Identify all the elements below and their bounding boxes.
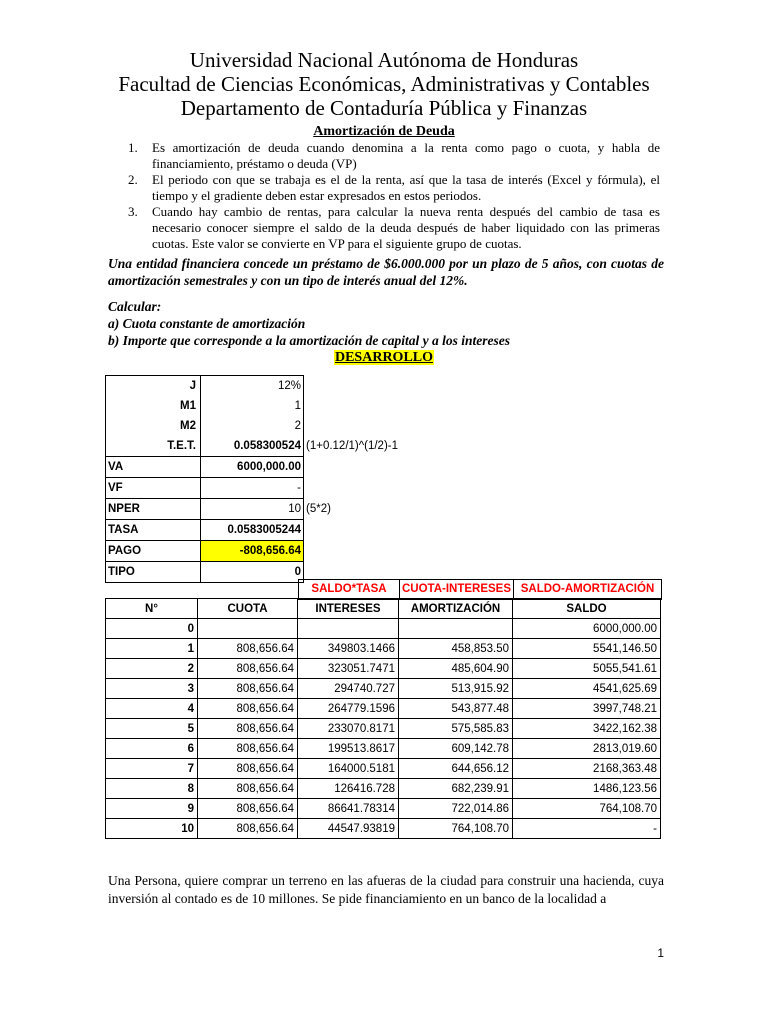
table-cell: 4 <box>106 699 198 719</box>
table-cell: 5055,541.61 <box>513 659 661 679</box>
notes-list <box>108 140 660 252</box>
table-cell: - <box>513 819 661 839</box>
note-item <box>108 204 660 252</box>
param-annotation <box>304 457 401 478</box>
column-header: CUOTA <box>198 599 298 619</box>
table-row <box>106 699 661 719</box>
note-text: Cuando hay cambio de rentas, para calcular la nueva renta después del cambio de tasa es necesario conocer siempre el saldo de la deuda después de haber liquidado con las primeras cuotas. Este valor se convierte en VP para el siguiente grupo de cuotas. <box>152 204 660 251</box>
table-cell: 808,656.64 <box>198 639 298 659</box>
param-value: 2 <box>201 416 304 436</box>
note-number: 2. <box>128 172 138 187</box>
table-cell: 485,604.90 <box>399 659 513 679</box>
param-value: 10 <box>201 499 304 520</box>
param-value: 0 <box>201 562 304 583</box>
calc-section <box>108 298 664 349</box>
formula-label: CUOTA-INTERESES <box>399 579 513 600</box>
param-annotation <box>304 376 401 397</box>
param-row <box>106 376 401 397</box>
table-cell: 808,656.64 <box>198 759 298 779</box>
table-row <box>106 739 661 759</box>
note-text: El periodo con que se trabaja es el de la renta, así que la tasa de interés (Excel y fórmula), el tiempo y el gradiente deben estar expresados en estos periodos. <box>152 172 660 203</box>
param-formula: (1+0.12/1)^(1/2)-1 <box>306 440 399 453</box>
page-number: 1 <box>657 946 664 960</box>
param-row <box>106 396 401 416</box>
section-title: Amortización de Deuda <box>313 124 455 139</box>
note-item <box>108 140 660 172</box>
formula-label: SALDO-AMORTIZACIÓN <box>513 579 662 600</box>
table-cell: 6000,000.00 <box>513 619 661 639</box>
calc-heading: Calcular: <box>108 299 162 314</box>
table-cell: 808,656.64 <box>198 699 298 719</box>
table-cell: 4541,625.69 <box>513 679 661 699</box>
table-cell: 644,656.12 <box>399 759 513 779</box>
table-cell: 3997,748.21 <box>513 699 661 719</box>
payment-value: -808,656.64 <box>201 541 304 562</box>
table-cell: 6 <box>106 739 198 759</box>
param-label: VF <box>106 478 201 499</box>
problem-statement: Una entidad financiera concede un préstamo de $6.000.000 por un plazo de 5 años, con cuotas de amortización semestrales y con un tipo de interés anual del 12%. <box>108 256 664 288</box>
table-cell <box>198 619 298 639</box>
table-cell: 86641.78314 <box>298 799 399 819</box>
param-annotation <box>304 541 401 562</box>
param-formula: (5*2) <box>306 503 331 515</box>
table-cell: 233070.8171 <box>298 719 399 739</box>
table-row <box>106 659 661 679</box>
param-label: T.E.T. <box>106 436 201 457</box>
table-cell: 7 <box>106 759 198 779</box>
table-cell: 126416.728 <box>298 779 399 799</box>
table-cell: 3422,162.38 <box>513 719 661 739</box>
table-cell: 609,142.78 <box>399 739 513 759</box>
param-label: NPER <box>106 499 201 520</box>
table-cell: 5541,146.50 <box>513 639 661 659</box>
column-header: N° <box>106 599 198 619</box>
table-cell: 808,656.64 <box>198 819 298 839</box>
calc-item-a: a) Cuota constante de amortización <box>108 316 306 331</box>
table-cell: 764,108.70 <box>513 799 661 819</box>
amortization-table <box>105 598 661 839</box>
table-cell: 808,656.64 <box>198 799 298 819</box>
table-cell: 349803.1466 <box>298 639 399 659</box>
param-row <box>106 436 401 457</box>
desarrollo-label: DESARROLLO <box>334 350 434 365</box>
table-row <box>106 779 661 799</box>
table-cell: 164000.5181 <box>298 759 399 779</box>
formula-label: SALDO*TASA <box>298 579 399 600</box>
table-cell: 8 <box>106 779 198 799</box>
table-row <box>106 619 661 639</box>
table-cell <box>298 619 399 639</box>
param-value: 6000,000.00 <box>201 457 304 478</box>
page-header <box>0 48 768 120</box>
param-row <box>106 499 401 520</box>
parameters-table <box>105 375 401 583</box>
table-cell: 5 <box>106 719 198 739</box>
param-value: 0.058300524 <box>201 436 304 457</box>
param-value: 12% <box>201 376 304 397</box>
note-number: 3. <box>128 204 138 219</box>
table-cell: 2813,019.60 <box>513 739 661 759</box>
param-row <box>106 541 401 562</box>
param-value: 1 <box>201 396 304 416</box>
column-header: INTERESES <box>298 599 399 619</box>
table-cell: 3 <box>106 679 198 699</box>
table-row <box>106 819 661 839</box>
param-label: M2 <box>106 416 201 436</box>
table-cell: 1 <box>106 639 198 659</box>
param-row <box>106 520 401 541</box>
table-cell: 808,656.64 <box>198 739 298 759</box>
table-cell: 458,853.50 <box>399 639 513 659</box>
table-cell: 682,239.91 <box>399 779 513 799</box>
header-faculty: Facultad de Ciencias Económicas, Administrativas y Contables <box>118 72 650 96</box>
param-annotation <box>304 520 401 541</box>
table-cell: 513,915.92 <box>399 679 513 699</box>
table-header-row <box>106 599 661 619</box>
param-label: PAGO <box>106 541 201 562</box>
table-cell: 808,656.64 <box>198 779 298 799</box>
table-row <box>106 799 661 819</box>
table-cell: 294740.727 <box>298 679 399 699</box>
column-header: AMORTIZACIÓN <box>399 599 513 619</box>
table-cell: 808,656.64 <box>198 659 298 679</box>
column-header: SALDO <box>513 599 661 619</box>
param-row <box>106 457 401 478</box>
param-value: - <box>201 478 304 499</box>
table-row <box>106 759 661 779</box>
table-cell <box>399 619 513 639</box>
table-cell: 9 <box>106 799 198 819</box>
table-cell: 0 <box>106 619 198 639</box>
param-label: TIPO <box>106 562 201 583</box>
footer-paragraph: Una Persona, quiere comprar un terreno en las afueras de la ciudad para construir una hacienda, cuya inversión al contado es de 10 millones. Se pide financiamiento en un banco de la localidad a <box>108 873 664 906</box>
note-text: Es amortización de deuda cuando denomina a la renta como pago o cuota, y habla de financiamiento, préstamo o deuda (VP) <box>152 140 660 171</box>
param-label: J <box>106 376 201 397</box>
table-cell: 1486,123.56 <box>513 779 661 799</box>
table-cell: 199513.8617 <box>298 739 399 759</box>
table-cell: 323051.7471 <box>298 659 399 679</box>
table-cell: 764,108.70 <box>399 819 513 839</box>
param-label: VA <box>106 457 201 478</box>
table-cell: 10 <box>106 819 198 839</box>
param-annotation <box>304 478 401 499</box>
param-label: TASA <box>106 520 201 541</box>
table-cell: 575,585.83 <box>399 719 513 739</box>
table-cell: 543,877.48 <box>399 699 513 719</box>
calc-item-b: b) Importe que corresponde a la amortización de capital y a los intereses <box>108 333 510 348</box>
table-cell: 264779.1596 <box>298 699 399 719</box>
header-department: Departamento de Contaduría Pública y Finanzas <box>180 96 588 120</box>
param-annotation <box>304 396 401 416</box>
table-row <box>106 639 661 659</box>
param-label: M1 <box>106 396 201 416</box>
note-item <box>108 172 660 204</box>
param-row <box>106 478 401 499</box>
table-cell: 2168,363.48 <box>513 759 661 779</box>
table-cell: 2 <box>106 659 198 679</box>
param-annotation <box>304 416 401 436</box>
table-row <box>106 719 661 739</box>
table-cell: 808,656.64 <box>198 719 298 739</box>
desarrollo-heading <box>0 348 768 366</box>
table-cell: 44547.93819 <box>298 819 399 839</box>
formula-labels-row <box>298 579 662 600</box>
table-cell: 722,014.86 <box>399 799 513 819</box>
table-row <box>106 679 661 699</box>
note-number: 1. <box>128 140 138 155</box>
param-row <box>106 416 401 436</box>
param-value: 0.0583005244 <box>201 520 304 541</box>
header-university: Universidad Nacional Autónoma de Honduras <box>189 48 579 72</box>
table-cell: 808,656.64 <box>198 679 298 699</box>
